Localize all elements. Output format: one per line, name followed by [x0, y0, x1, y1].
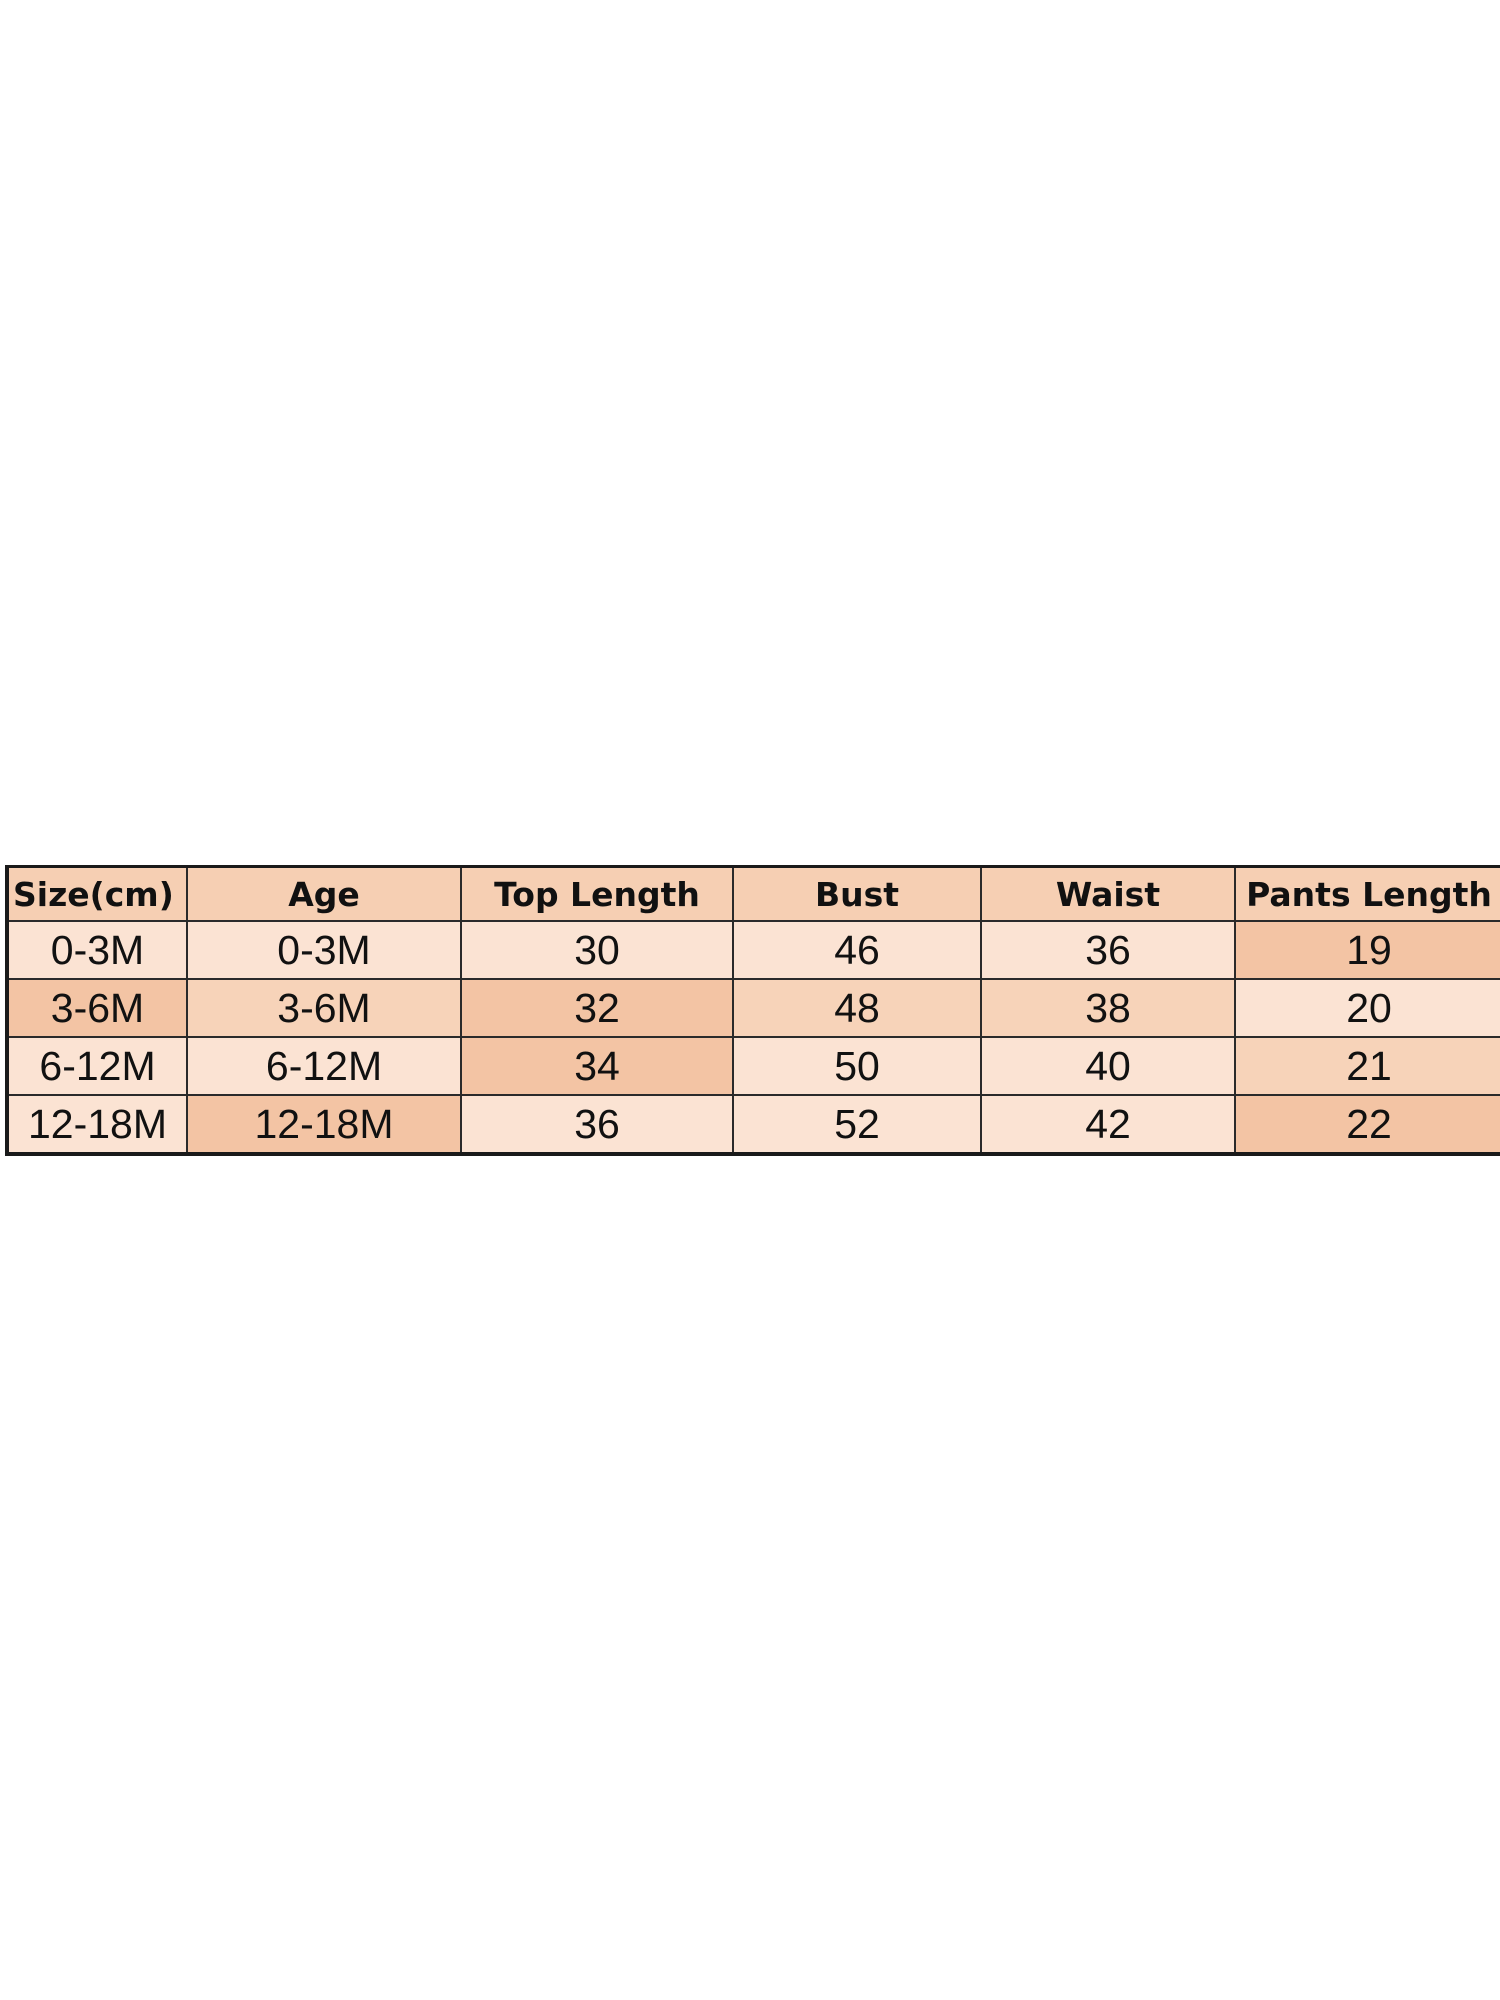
pants-length-cell: 19 [1235, 921, 1500, 979]
pants-length-cell: 20 [1235, 979, 1500, 1037]
waist-cell: 42 [981, 1095, 1235, 1154]
waist-cell: 36 [981, 921, 1235, 979]
age-cell: 0-3M [187, 921, 461, 979]
bust-cell: 46 [733, 921, 981, 979]
top-length-cell: 36 [461, 1095, 733, 1154]
age-cell: 12-18M [187, 1095, 461, 1154]
pants-length-cell: 21 [1235, 1037, 1500, 1095]
header-row [7, 867, 1500, 922]
column-header-waist: Waist [981, 867, 1235, 922]
waist-cell: 40 [981, 1037, 1235, 1095]
table-row [7, 921, 1500, 979]
bust-cell: 50 [733, 1037, 981, 1095]
age-cell: 3-6M [187, 979, 461, 1037]
age-cell: 6-12M [187, 1037, 461, 1095]
top-length-cell: 30 [461, 921, 733, 979]
size-cell: 3-6M [7, 979, 187, 1037]
size-cell: 6-12M [7, 1037, 187, 1095]
top-length-cell: 32 [461, 979, 733, 1037]
column-header-size: Size(cm) [7, 867, 187, 922]
size-chart-table [5, 865, 1500, 1156]
column-header-age: Age [187, 867, 461, 922]
bust-cell: 48 [733, 979, 981, 1037]
column-header-bust: Bust [733, 867, 981, 922]
table-row [7, 979, 1500, 1037]
top-length-cell: 34 [461, 1037, 733, 1095]
pants-length-cell: 22 [1235, 1095, 1500, 1154]
size-cell: 12-18M [7, 1095, 187, 1154]
column-header-top-length: Top Length [461, 867, 733, 922]
column-header-pants-length: Pants Length [1235, 867, 1500, 922]
table-row [7, 1095, 1500, 1154]
bust-cell: 52 [733, 1095, 981, 1154]
size-cell: 0-3M [7, 921, 187, 979]
table-row [7, 1037, 1500, 1095]
waist-cell: 38 [981, 979, 1235, 1037]
